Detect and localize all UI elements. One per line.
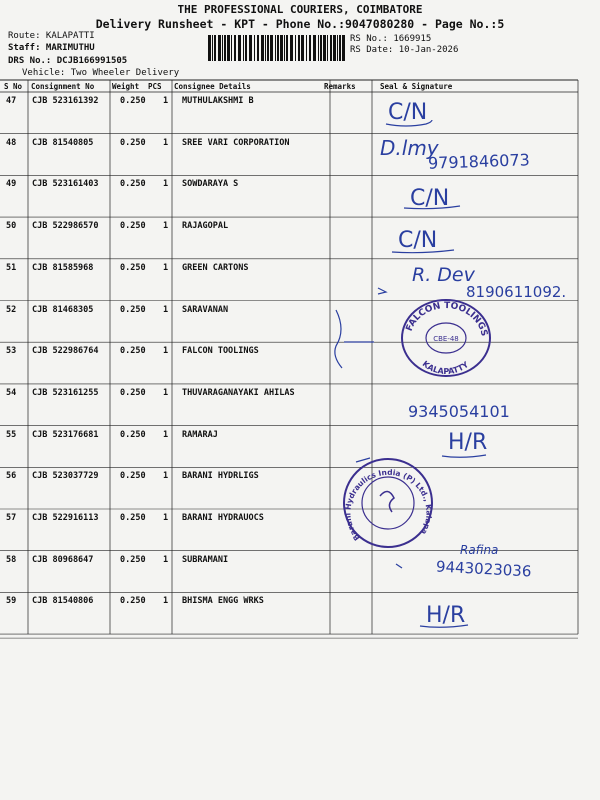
row-consignee: MUTHULAKSHMI B bbox=[182, 96, 254, 106]
col-consignment-header: Consignment No bbox=[31, 82, 95, 91]
row-consignee: BARANI HYDRLIGS bbox=[182, 471, 259, 482]
row-weight: 0.250 bbox=[120, 387, 146, 398]
row-sno: 59 bbox=[6, 596, 17, 607]
row-consignment-no: CJB 81468305 bbox=[32, 304, 94, 315]
col-pcs-header: PCS bbox=[148, 82, 162, 91]
row-pcs: 1 bbox=[163, 513, 169, 523]
row-consignment-no: CJB 522916113 bbox=[32, 513, 99, 523]
rs-date: RS Date: 10-Jan-2026 bbox=[350, 45, 459, 55]
staff-label: Staff: MARIMUTHU bbox=[8, 43, 95, 53]
col-seal-header: Seal & Signature bbox=[380, 82, 453, 91]
row-pcs: 1 bbox=[163, 554, 169, 565]
drs-label: DRS No.: DCJB166991505 bbox=[8, 56, 128, 66]
row-weight: 0.250 bbox=[120, 346, 146, 357]
handwritten-cn-49: C/N bbox=[410, 186, 450, 211]
row-consignee: SREE VARI CORPORATION bbox=[182, 137, 290, 148]
svg-text:FALCON TOOLINGS bbox=[405, 301, 489, 337]
row-sno: 57 bbox=[6, 513, 17, 523]
row-consignee: THUVARAGANAYAKI AHILAS bbox=[182, 387, 295, 398]
col-consignee-header: Consignee Details bbox=[174, 82, 251, 91]
row-consignment-no: CJB 523037729 bbox=[32, 471, 99, 482]
row-pcs: 1 bbox=[163, 179, 169, 190]
row-consignment-no: CJB 522986570 bbox=[32, 221, 99, 232]
row-weight: 0.250 bbox=[120, 304, 146, 315]
row-consignment-no: CJB 81585968 bbox=[32, 262, 94, 273]
row-consignee: BHISMA ENGG WRKS bbox=[182, 596, 264, 607]
falcon-stamp-bottom-text: KALAPATTY bbox=[420, 359, 471, 377]
row-consignment-no: CJB 523176681 bbox=[32, 429, 99, 440]
row-pcs: 1 bbox=[163, 346, 169, 357]
row-consignment-no: CJB 81540806 bbox=[32, 596, 94, 607]
row-sno: 51 bbox=[6, 262, 17, 273]
row-sno: 52 bbox=[6, 304, 17, 315]
row-weight: 0.250 bbox=[120, 221, 146, 232]
row-consignee: RAJAGOPAL bbox=[182, 221, 229, 232]
row-weight: 0.250 bbox=[120, 429, 146, 440]
vehicle-label: Vehicle: Two Wheeler Delivery bbox=[22, 68, 180, 78]
runsheet-title: Delivery Runsheet - KPT - Phone No.:9047080280 - Page No.:5 bbox=[95, 17, 505, 31]
col-weight-header: Weight bbox=[112, 82, 140, 91]
row-weight: 0.250 bbox=[120, 137, 146, 148]
row-consignment-no: CJB 523161403 bbox=[32, 179, 99, 190]
handwritten-cn-47: C/N bbox=[388, 100, 428, 125]
row-weight: 0.250 bbox=[120, 513, 146, 523]
row-consignee: SOWDARAYA S bbox=[182, 179, 239, 190]
row-pcs: 1 bbox=[163, 137, 169, 148]
row-pcs: 1 bbox=[163, 96, 169, 106]
handwritten-phone-48: 9791846073 bbox=[427, 150, 531, 173]
row-sno: 53 bbox=[6, 346, 17, 357]
handwritten-phone-54: 9345054101 bbox=[408, 402, 510, 421]
row-weight: 0.250 bbox=[120, 596, 146, 607]
row-pcs: 1 bbox=[163, 429, 169, 440]
row-consignee: SUBRAMANI bbox=[182, 554, 229, 565]
row-pcs: 1 bbox=[163, 262, 169, 273]
row-weight: 0.250 bbox=[120, 179, 146, 190]
row-sno: 47 bbox=[6, 96, 17, 106]
row-sno: 55 bbox=[6, 429, 17, 440]
row-weight: 0.250 bbox=[120, 262, 146, 273]
col-sno-header: S No bbox=[4, 82, 23, 91]
row-weight: 0.250 bbox=[120, 471, 146, 482]
handwritten-signature-48: D.lmy bbox=[380, 136, 439, 160]
row-consignment-no: CJB 522986764 bbox=[32, 346, 99, 357]
row-pcs: 1 bbox=[163, 471, 169, 482]
handwritten-hr-59: H/R bbox=[426, 603, 466, 628]
row-pcs: 1 bbox=[163, 596, 169, 607]
row-consignee: RAMARAJ bbox=[182, 429, 218, 440]
row-weight: 0.250 bbox=[120, 96, 146, 106]
col-remarks-header: Remarks bbox=[324, 82, 356, 91]
handwritten-phone-51: 8190611092. bbox=[466, 283, 567, 301]
handwritten-hr-55: H/R bbox=[448, 430, 488, 455]
company-title: THE PROFESSIONAL COURIERS, COIMBATORE bbox=[177, 3, 423, 16]
row-pcs: 1 bbox=[163, 387, 169, 398]
row-consignee: GREEN CARTONS bbox=[182, 262, 249, 273]
row-consignee: BARANI HYDRAUOCS bbox=[182, 513, 264, 523]
row-consignment-no: CJB 523161392 bbox=[32, 96, 99, 106]
row-sno: 49 bbox=[6, 179, 17, 190]
barani-hydraulics-stamp bbox=[340, 456, 436, 550]
row-pcs: 1 bbox=[163, 221, 169, 232]
handwritten-signature-58: Rafina bbox=[460, 543, 499, 557]
row-weight: 0.250 bbox=[120, 554, 146, 565]
row-pcs: 1 bbox=[163, 304, 169, 315]
barani-stamp-text: Barani Hydraulics India (P) Ltd., Kalapa bbox=[343, 467, 434, 543]
falcon-stamp-center-text: CBE-48 bbox=[433, 335, 459, 343]
row-sno: 58 bbox=[6, 554, 17, 565]
handwritten-phone-58: 9443023036 bbox=[435, 557, 532, 581]
row-consignee: FALCON TOOLINGS bbox=[182, 346, 259, 357]
row-consignment-no: CJB 80968647 bbox=[32, 554, 94, 565]
row-consignment-no: CJB 523161255 bbox=[32, 387, 99, 398]
route-label: Route: KALAPATTI bbox=[8, 31, 95, 41]
handwritten-signature-51: R. Dev bbox=[412, 264, 475, 286]
row-sno: 50 bbox=[6, 221, 17, 232]
row-sno: 48 bbox=[6, 137, 17, 148]
row-sno: 54 bbox=[6, 387, 17, 398]
falcon-stamp-outer-text: FALCON TOOLINGS bbox=[404, 300, 489, 338]
handwritten-cn-50: C/N bbox=[398, 228, 438, 253]
rs-number: RS No.: 1669915 bbox=[350, 34, 432, 44]
row-consignment-no: CJB 81540805 bbox=[32, 137, 94, 148]
row-sno: 56 bbox=[6, 471, 17, 482]
row-consignee: SARAVANAN bbox=[182, 304, 229, 315]
falcon-toolings-stamp bbox=[398, 296, 494, 378]
